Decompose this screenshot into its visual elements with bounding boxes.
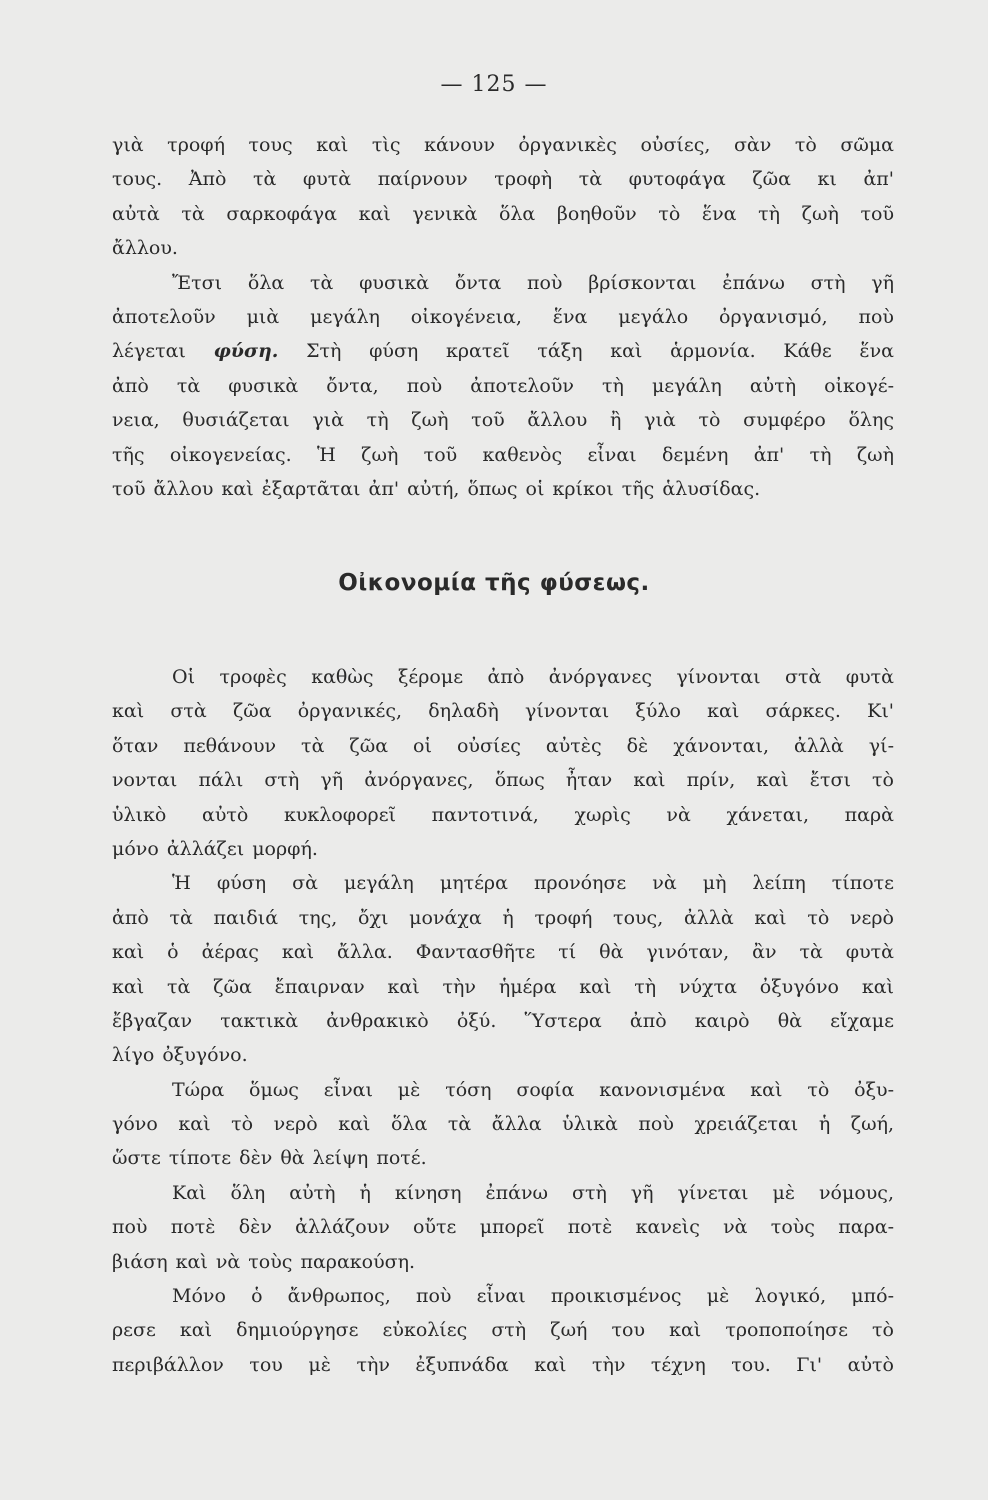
- text-line: Ἡ φύση σὰ μεγάλη μητέρα προνόησε νὰ μὴ λείπη τίποτε: [172, 872, 894, 895]
- text-line: Καὶ ὅλη αὐτὴ ἡ κίνηση ἐπάνω στὴ γῆ γίνεται μὲ νόμους,: [172, 1181, 894, 1204]
- text-line: ἄλλου.: [112, 237, 178, 260]
- page-number: — 125 —: [440, 72, 548, 97]
- text-line: τους. Ἀπὸ τὰ φυτὰ παίρνουν τροφὴ τὰ φυτοφάγα ζῶα κι ἀπ': [112, 168, 894, 191]
- emphasized-term: φύση.: [213, 340, 279, 363]
- text-line: ὥστε τίποτε δὲν θὰ λείψη ποτέ.: [112, 1147, 427, 1170]
- text-line: Τώρα ὅμως εἶναι μὲ τόση σοφία κανονισμένα καὶ τὸ ὀξυ-: [172, 1078, 894, 1101]
- section-1-text: [112, 128, 894, 506]
- text-line: Ἔτσι ὅλα τὰ φυσικὰ ὄντα ποὺ βρίσκονται ἐπάνω στὴ γῆ: [172, 271, 894, 294]
- text-line: καὶ στὰ ζῶα ὀργανικές, δηλαδὴ γίνονται ξύλο καὶ σάρκες. Κι': [112, 700, 894, 723]
- text-line: τῆς οἰκογενείας. Ἡ ζωὴ τοῦ καθενὸς εἶναι δεμένη ἀπ' τὴ ζωὴ: [112, 443, 894, 466]
- section-heading: Οἰκονομία τῆς φύσεως.: [338, 570, 650, 596]
- text-fragment: λέγεται: [112, 340, 186, 363]
- text-line: ὑλικὸ αὐτὸ κυκλοφορεῖ παντοτινά, χωρὶς νὰ χάνεται, παρὰ: [112, 803, 894, 826]
- text-fragment: Στὴ φύση κρατεῖ τάξη καὶ ἁρμονία. Κάθε ἕνα: [306, 340, 894, 363]
- text-line: γόνο καὶ τὸ νερὸ καὶ ὅλα τὰ ἄλλα ὑλικὰ ποὺ χρειάζεται ἡ ζωή,: [112, 1113, 894, 1136]
- text-line: καὶ ὁ ἀέρας καὶ ἄλλα. Φαντασθῆτε τί θὰ γινόταν, ἂν τὰ φυτὰ: [112, 941, 894, 964]
- text-line: νονται πάλι στὴ γῆ ἀνόργανες, ὅπως ἦταν καὶ πρίν, καὶ ἔτσι τὸ: [112, 769, 894, 792]
- text-line: ὅταν πεθάνουν τὰ ζῶα οἱ οὐσίες αὐτὲς δὲ χάνονται, ἀλλὰ γί-: [112, 734, 894, 757]
- text-line: καὶ τὰ ζῶα ἔπαιρναν καὶ τὴν ἡμέρα καὶ τὴ νύχτα ὀξυγόνο καὶ: [112, 975, 894, 998]
- text-line: ποὺ ποτὲ δὲν ἀλλάζουν οὔτε μπορεῖ ποτὲ κανεὶς νὰ τοὺς παρα-: [112, 1216, 894, 1239]
- text-line: Οἱ τροφὲς καθὼς ξέρομε ἀπὸ ἀνόργανες γίνονται στὰ φυτὰ: [172, 666, 894, 688]
- text-line: λίγο ὀξυγόνο.: [112, 1044, 248, 1067]
- text-line: μόνο ἀλλάζει μορφή.: [112, 837, 318, 860]
- text-line: τοῦ ἄλλου καὶ ἐξαρτᾶται ἀπ' αὐτή, ὅπως οἱ κρίκοι τῆς ἁλυσίδας.: [112, 477, 761, 500]
- text-line: ἔβγαζαν τακτικὰ ἀνθρακικὸ ὀξύ. Ὕστερα ἀπὸ καιρὸ θὰ εἴχαμε: [112, 1009, 894, 1032]
- text-line: νεια, θυσιάζεται γιὰ τὴ ζωὴ τοῦ ἄλλου ἢ γιὰ τὸ συμφέρο ὅλης: [112, 409, 894, 432]
- text-line: ρεσε καὶ δημιούργησε εὐκολίες στὴ ζωή του καὶ τροποποίησε τὸ: [112, 1319, 894, 1342]
- text-line: περιβάλλον του μὲ τὴν ἐξυπνάδα καὶ τὴν τέχνη του. Γι' αὐτὸ: [112, 1353, 894, 1376]
- text-line: ἀπὸ τὰ παιδιά της, ὄχι μονάχα ἡ τροφή τους, ἀλλὰ καὶ τὸ νερὸ: [112, 906, 894, 929]
- text-line: [112, 334, 894, 368]
- text-line: ἀποτελοῦν μιὰ μεγάλη οἰκογένεια, ἕνα μεγάλο ὀργανισμό, ποὺ: [112, 305, 894, 328]
- text-line: γιὰ τροφή τους καὶ τὶς κάνουν ὀργανικὲς οὐσίες, σὰν τὸ σῶμα: [112, 134, 894, 156]
- text-line: βιάση καὶ νὰ τοὺς παρακούση.: [112, 1250, 416, 1273]
- section-2-text: [112, 660, 894, 1382]
- text-line: αὐτὰ τὰ σαρκοφάγα καὶ γενικὰ ὅλα βοηθοῦν τὸ ἕνα τὴ ζωὴ τοῦ: [112, 202, 894, 225]
- text-line: Μόνο ὁ ἄνθρωπος, ποὺ εἶναι προικισμένος μὲ λογικό, μπό-: [172, 1285, 894, 1308]
- text-line: ἀπὸ τὰ φυσικὰ ὄντα, ποὺ ἀποτελοῦν τὴ μεγάλη αὐτὴ οἰκογέ-: [112, 374, 894, 397]
